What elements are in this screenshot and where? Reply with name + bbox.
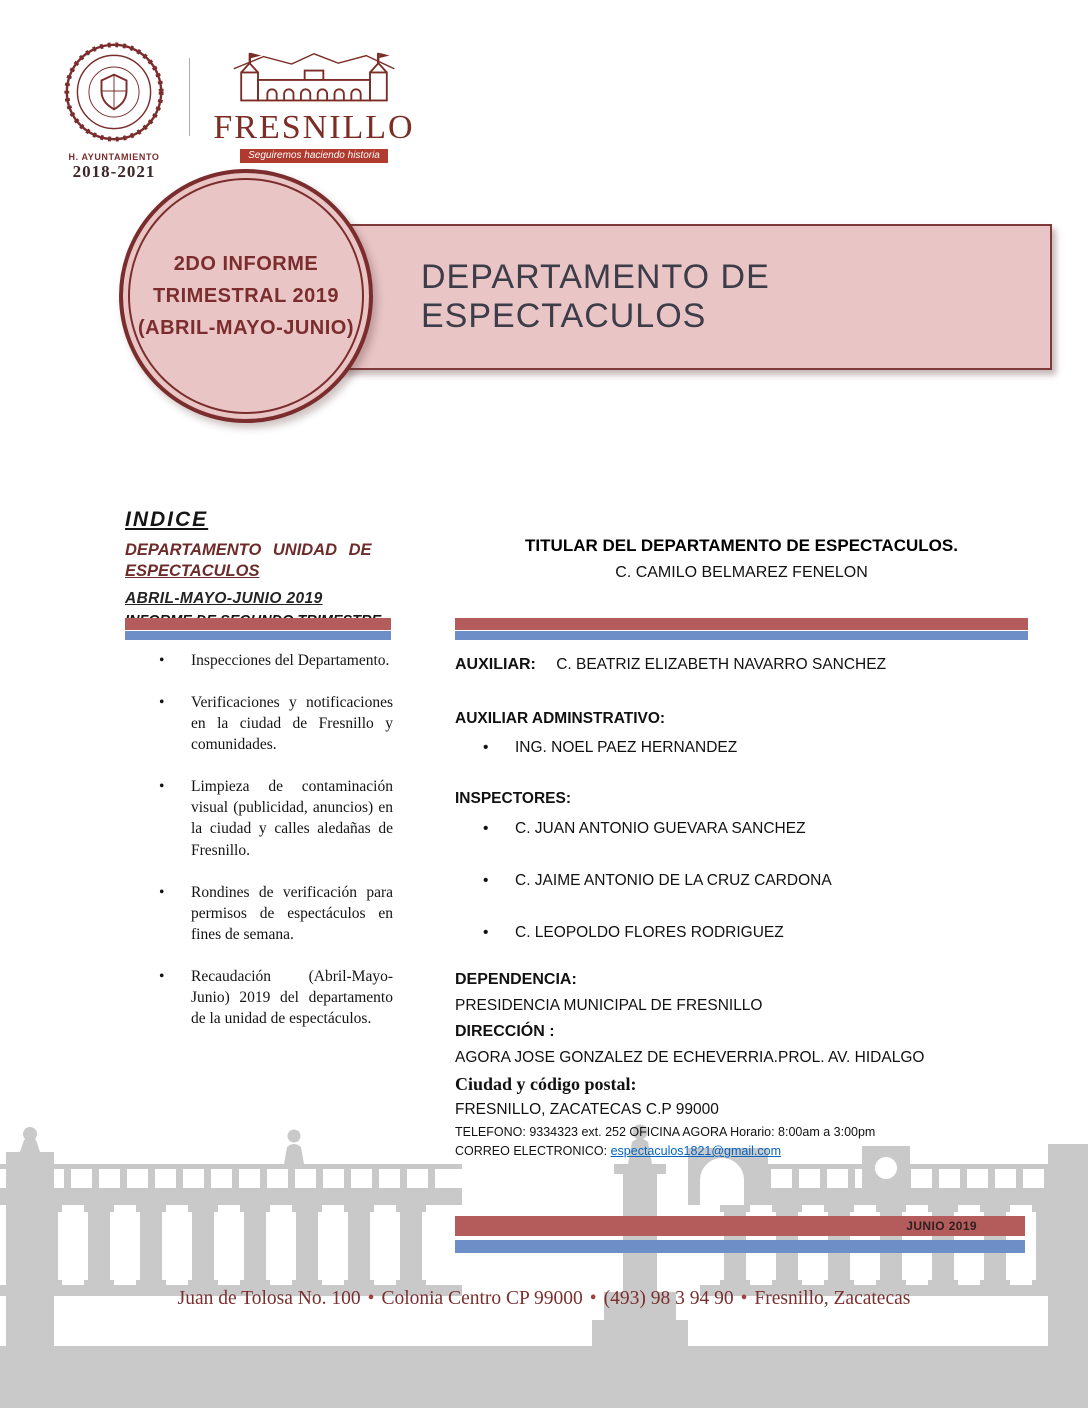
index-bullet-list (125, 650, 393, 1050)
auxiliar-name: C. BEATRIZ ELIZABETH NAVARRO SANCHEZ (556, 656, 887, 673)
municipal-seal-icon (62, 40, 166, 144)
list-item-text: Limpieza de contaminación visual (publicidad, anuncios) en la ciudad y calles aledañas de Fresnillo. (191, 778, 393, 859)
report-badge (119, 169, 373, 423)
logo-divider (189, 58, 190, 136)
list-item (125, 882, 393, 945)
municipal-seal (56, 40, 172, 182)
page-title: DEPARTAMENTO DE ESPECTACULOS (421, 258, 770, 335)
dependencia-value: PRESIDENCIA MUNICIPAL DE FRESNILLO (455, 997, 763, 1014)
brand-tagline: Seguiremos haciendo historia (240, 149, 388, 163)
address-separator: • (740, 1288, 748, 1309)
direccion-label: DIRECCIÓN : (455, 1023, 555, 1040)
address-part: Juan de Tolosa No. 100 (177, 1288, 361, 1309)
index-block (125, 508, 393, 629)
list-item-text: Inspecciones del Departamento. (191, 652, 390, 669)
divider-bar-right (455, 618, 1028, 640)
email-link[interactable]: espectaculos1821@gmail.com (610, 1144, 782, 1158)
seal-years: 2018-2021 (72, 162, 156, 181)
divider-bar-left (125, 618, 391, 640)
footer-band-blue (455, 1240, 1025, 1253)
index-period: ABRIL-MAYO-JUNIO 2019 (125, 590, 323, 608)
department-details (455, 967, 1030, 1161)
aux-admin-label: AUXILIAR ADMINSTRATIVO: (455, 710, 666, 727)
address-separator: • (367, 1288, 375, 1309)
divider-bar-blue (455, 631, 1028, 640)
inspector-item: • C. JUAN ANTONIO GUEVARA SANCHEZ (455, 820, 1028, 838)
correo-label: CORREO ELECTRONICO: (455, 1144, 608, 1158)
dependencia-label: DEPENDENCIA: (455, 971, 577, 988)
ciudad-label: Ciudad y código postal: (455, 1074, 637, 1094)
list-item (125, 692, 393, 755)
list-item (125, 650, 393, 671)
divider-bar-blue (125, 631, 391, 640)
badge-line2: TRIMESTRAL 2019 (152, 284, 340, 307)
ciudad-value: FRESNILLO, ZACATECAS C.P 99000 (455, 1101, 719, 1118)
auxiliar-label: AUXILIAR: (455, 656, 536, 673)
footer-date: JUNIO 2019 (906, 1219, 977, 1233)
list-item-text: Rondines de verificación para permisos de espectáculos en fines de semana. (191, 883, 393, 943)
list-item (125, 966, 393, 1029)
divider-bar-red (455, 618, 1028, 630)
address-part: Fresnillo, Zacatecas (754, 1288, 911, 1309)
footer-band (455, 1216, 1025, 1253)
titular-name: C. CAMILO BELMAREZ FENELON (615, 564, 868, 581)
index-subtitle-line1: DEPARTAMENTO UNIDAD DE (125, 541, 372, 559)
list-item (125, 776, 393, 860)
divider-bar-red (125, 618, 391, 630)
fresnillo-building-icon (230, 50, 398, 108)
department-banner (304, 224, 1052, 370)
direccion-value: AGORA JOSE GONZALEZ DE ECHEVERRIA.PROL. AV. HIDALGO (455, 1049, 925, 1066)
address-separator: • (589, 1288, 597, 1309)
monument-silhouette-icon (0, 1118, 1088, 1408)
telefono-line: TELEFONO: 9334323 ext. 252 OFICINA AGORA Horario: 8:00am a 3:00pm (455, 1125, 876, 1139)
fresnillo-logo (210, 50, 418, 163)
footer-address (0, 1288, 1088, 1310)
address-part: (493) 98 3 94 90 (603, 1288, 734, 1309)
list-item-text: Verificaciones y notificaciones en la ciudad de Fresnillo y comunidades. (191, 694, 393, 754)
seal-caption: H. AYUNTAMIENTO (68, 152, 160, 162)
index-subtitle-line2: ESPECTACULOS (125, 561, 260, 580)
index-subtitle (125, 540, 393, 581)
badge-line1: 2DO INFORME (173, 252, 319, 275)
titular-heading: TITULAR DEL DEPARTAMENTO DE ESPECTACULOS. (525, 536, 958, 555)
footer-band-red (455, 1216, 1025, 1236)
brand-name: FRESNILLO (213, 109, 415, 146)
inspector-item: • C. LEOPOLDO FLORES RODRIGUEZ (455, 924, 1028, 942)
address-part: Colonia Centro CP 99000 (381, 1288, 583, 1309)
titular-block (455, 536, 1028, 582)
list-item-text: Recaudación (Abril-Mayo-Junio) 2019 del departamento de la unidad de espectáculos. (191, 967, 393, 1028)
aux-admin-item: • ING. NOEL PAEZ HERNANDEZ (455, 739, 1028, 757)
correo-line (455, 1142, 1030, 1161)
inspector-item: • C. JAIME ANTONIO DE LA CRUZ CARDONA (455, 872, 1028, 890)
badge-line3: (ABRIL-MAYO-JUNIO) (137, 316, 355, 339)
inspectors-label: INSPECTORES: (455, 790, 571, 807)
auxiliar-row (455, 656, 1028, 674)
index-title: INDICE (125, 508, 209, 531)
